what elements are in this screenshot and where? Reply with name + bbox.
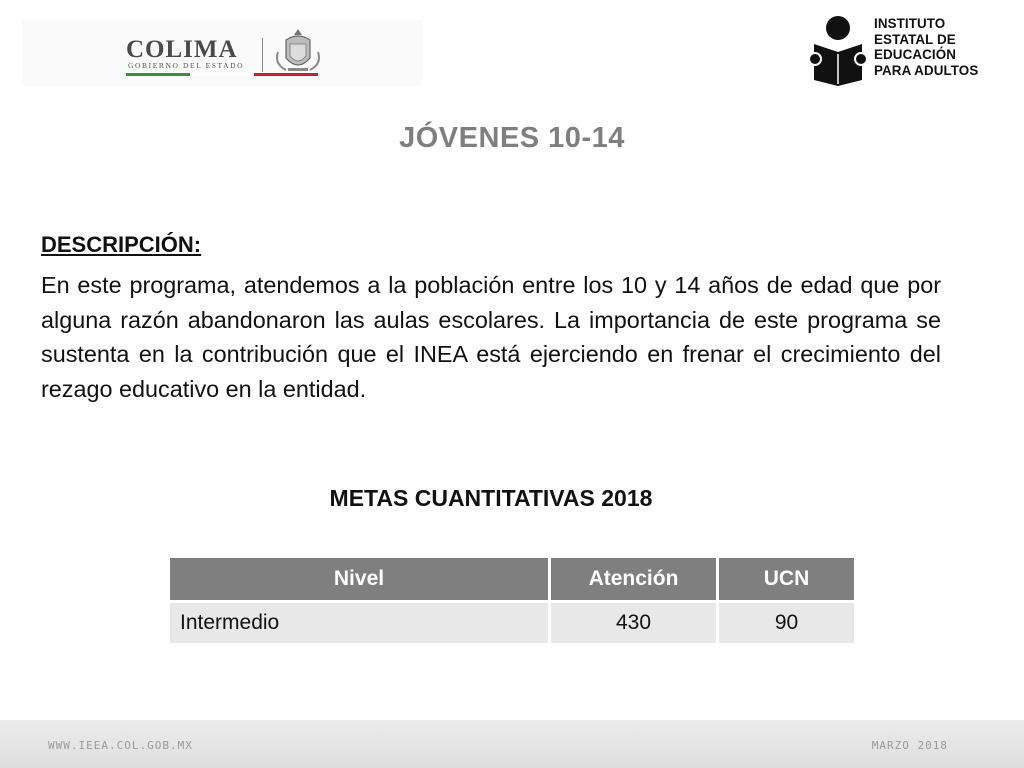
logo-separator bbox=[262, 38, 263, 72]
inea-logo-line: ESTATAL DE bbox=[874, 31, 956, 47]
colima-government-logo bbox=[22, 20, 422, 86]
table-row bbox=[170, 602, 854, 644]
footer-website: WWW.IEEA.COL.GOB.MX bbox=[48, 739, 193, 752]
column-header-ucn: UCN bbox=[718, 558, 855, 602]
inea-logo bbox=[806, 14, 1006, 90]
inea-logo-line: INSTITUTO bbox=[874, 16, 946, 31]
cell-ucn: 90 bbox=[718, 602, 855, 644]
goals-title: METAS CUANTITATIVAS 2018 bbox=[329, 485, 653, 511]
colima-logo-subtitle: GOBIERNO DEL ESTADO bbox=[128, 61, 245, 70]
reader-icon bbox=[806, 14, 870, 86]
slide-title: JÓVENES 10-14 bbox=[399, 122, 625, 154]
footer-date: MARZO 2018 bbox=[871, 739, 948, 752]
cell-atencion: 430 bbox=[550, 602, 718, 644]
table-header-row bbox=[170, 558, 854, 602]
goals-table bbox=[170, 558, 854, 643]
description-heading: DESCRIPCIÓN: bbox=[41, 232, 202, 257]
cell-nivel: Intermedio bbox=[170, 602, 550, 644]
inea-logo-text bbox=[874, 16, 978, 78]
column-header-atencion: Atención bbox=[550, 558, 718, 602]
column-header-nivel: Nivel bbox=[170, 558, 550, 602]
inea-logo-line: EDUCACIÓN bbox=[874, 47, 956, 62]
description-body: En este programa, atendemos a la población entre los 10 y 14 años de edad que por alguna razón abandonaron las aulas escolares. La importancia de este programa se sustenta en la contribución que el INEA está ejerciendo en frenar el crecimiento del rezago educativo en la entidad. bbox=[41, 272, 941, 402]
coat-of-arms-icon bbox=[272, 26, 324, 78]
footer-bar bbox=[0, 720, 1024, 768]
inea-logo-line: PARA ADULTOS bbox=[874, 62, 979, 78]
colima-logo-name: COLIMA bbox=[126, 36, 238, 63]
